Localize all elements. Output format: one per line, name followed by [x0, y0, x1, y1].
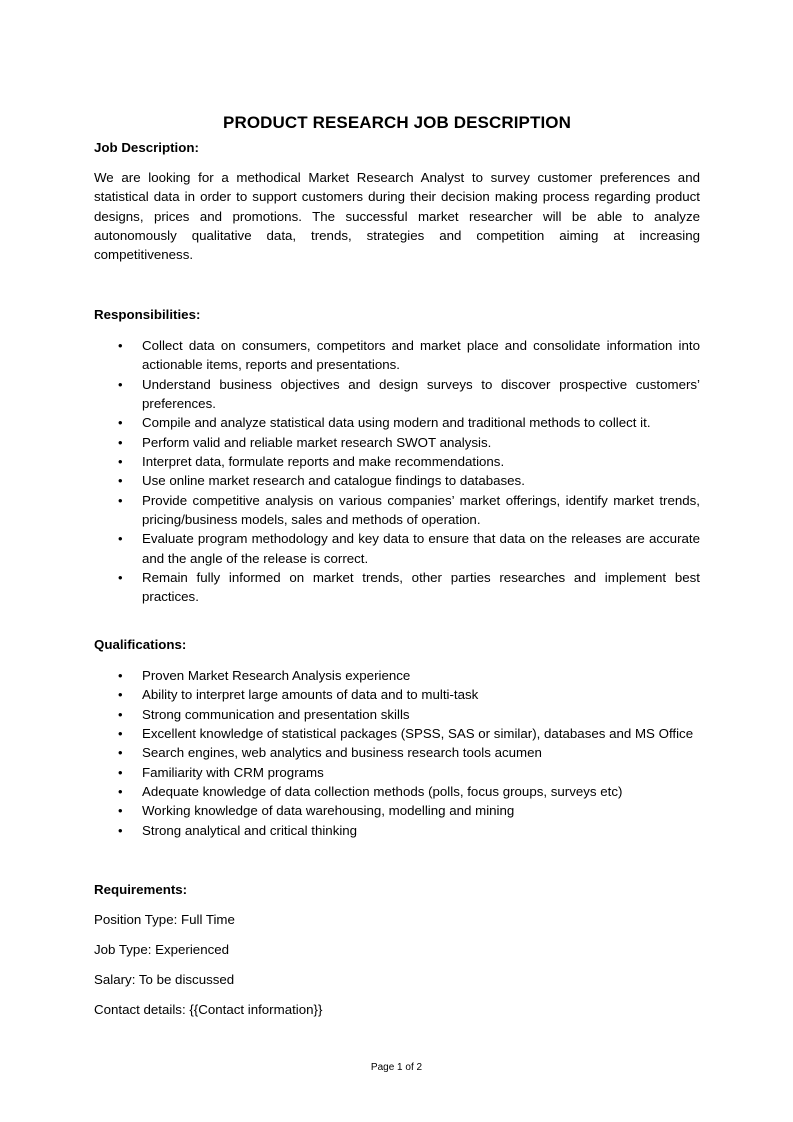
position-type: Position Type: Full Time [94, 912, 235, 927]
list-item [94, 782, 700, 801]
bullet-icon: • [118, 687, 123, 703]
job-type: Job Type: Experienced [94, 942, 230, 957]
list-item [94, 705, 700, 724]
list-item-text: Evaluate program methodology and key data to ensure that data on the releases are accurate and the angle of the release is correct. [142, 531, 700, 566]
list-item [94, 375, 700, 414]
list-item-text: Collect data on consumers, competitors and market place and consolidate information into actionable items, reports and presentations. [142, 338, 700, 373]
list-item [94, 568, 700, 607]
bullet-icon: • [118, 570, 123, 586]
bullet-icon: • [118, 726, 123, 742]
bullet-icon: • [118, 531, 123, 547]
contact-details: Contact details: {{Contact information}} [94, 1002, 323, 1017]
list-item-text: Search engines, web analytics and business research tools acumen [142, 745, 542, 761]
requirements-heading: Requirements: [94, 882, 188, 897]
list-item-text: Use online market research and catalogue findings to databases. [142, 473, 525, 489]
responsibilities-list [94, 336, 700, 607]
qualifications-heading: Qualifications: [94, 637, 187, 652]
list-item-text: Familiarity with CRM programs [142, 764, 324, 780]
list-item [94, 685, 700, 704]
list-item-text: Excellent knowledge of statistical packages (SPSS, SAS or similar), databases and MS Office [142, 726, 694, 742]
list-item [94, 743, 700, 762]
list-item [94, 763, 700, 782]
bullet-icon: • [118, 473, 123, 489]
job-description-heading: Job Description: [94, 140, 199, 155]
list-item [94, 471, 700, 490]
bullet-icon: • [118, 668, 123, 683]
list-item [94, 821, 700, 840]
salary: Salary: To be discussed [94, 972, 235, 987]
list-item-text: Perform valid and reliable market research SWOT analysis. [142, 434, 492, 450]
bullet-icon: • [118, 764, 123, 780]
bullet-icon: • [118, 454, 123, 470]
list-item [94, 529, 700, 568]
bullet-icon: • [118, 415, 123, 431]
page-number: Page 1 of 2 [370, 1062, 423, 1073]
list-item [94, 433, 700, 452]
bullet-icon: • [118, 822, 123, 838]
list-item-text: Ability to interpret large amounts of data and to multi-task [142, 687, 479, 703]
list-item-text: Interpret data, formulate reports and make recommendations. [142, 454, 505, 470]
list-item-text: Remain fully informed on market trends, other parties researches and implement best practices. [142, 570, 700, 605]
responsibilities-heading: Responsibilities: [94, 307, 201, 322]
bullet-icon: • [118, 803, 123, 819]
list-item-text: Strong analytical and critical thinking [142, 822, 358, 838]
list-item-text: Compile and analyze statistical data using modern and traditional methods to collect it. [142, 415, 651, 431]
list-item-text: Strong communication and presentation skills [142, 706, 410, 722]
list-item-text: Adequate knowledge of data collection methods (polls, focus groups, surveys etc) [142, 784, 623, 800]
list-item-text: Proven Market Research Analysis experience [142, 668, 411, 683]
bullet-icon: • [118, 376, 123, 392]
bullet-icon: • [118, 706, 123, 722]
document-title: PRODUCT RESEARCH JOB DESCRIPTION [223, 113, 571, 132]
job-description-text: We are looking for a methodical Market Research Analyst to survey customer preferences and statistical data in order to support customers during their decision making process regarding product designs, prices and promotions. The successful market researcher will be able to analyze autonomously qualitative data, trends, strategies and competition aiming at increasing competitiveness. [94, 170, 700, 263]
list-item-text: Working knowledge of data warehousing, modelling and mining [142, 803, 515, 819]
list-item [94, 336, 700, 375]
bullet-icon: • [118, 434, 123, 450]
list-item [94, 452, 700, 471]
bullet-icon: • [118, 338, 123, 353]
bullet-icon: • [118, 492, 123, 508]
list-item-text: Understand business objectives and design surveys to discover prospective customers’ preferences. [142, 376, 700, 412]
list-item [94, 801, 700, 820]
list-item-text: Provide competitive analysis on various companies’ market offerings, identify market trends, pricing/business models, sales and methods of operation. [142, 492, 700, 528]
qualifications-list [94, 666, 700, 840]
list-item [94, 491, 700, 530]
list-item [94, 666, 700, 685]
bullet-icon: • [118, 745, 123, 761]
list-item [94, 724, 700, 743]
list-item [94, 413, 700, 432]
bullet-icon: • [118, 784, 123, 800]
